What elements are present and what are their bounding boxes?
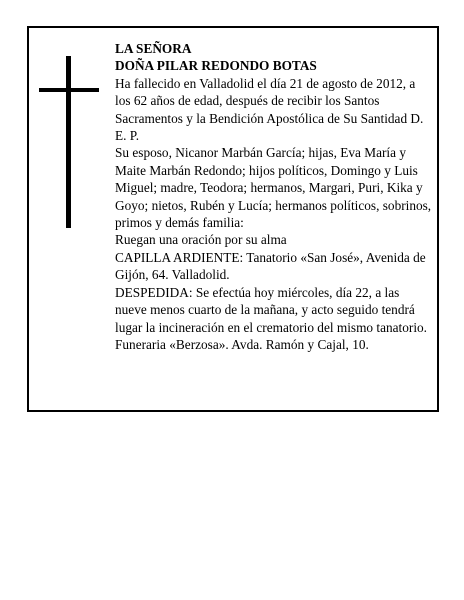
cross-horizontal-bar <box>39 88 99 92</box>
deceased-name: DOÑA PILAR REDONDO BOTAS <box>115 58 317 74</box>
obituary-notice <box>27 26 439 412</box>
funeral-home: Funeraria «Berzosa». Avda. Ramón y Cajal, 10. <box>115 336 369 352</box>
prayer-request: Ruegan una oración por su alma <box>115 232 287 248</box>
notice-text <box>115 40 433 353</box>
chapel-info: CAPILLA ARDIENTE: Tanatorio «San José», Avenida de Gijón, 64. Valladolid. <box>115 249 426 283</box>
cross-vertical-bar <box>66 56 71 228</box>
family-list: Su esposo, Nicanor Marbán García; hijas, Eva María y Maite Marbán Redondo; hijos políticos, Domingo y Luis Miguel; madre, Teodora; hermanos, Margari, Puri, Kika y Goyo; nietos, Rubén y Lucía; hermanos políticos, sobrinos, primos y demás familia: <box>115 145 432 231</box>
death-announcement: Ha fallecido en Valladolid el día 21 de agosto de 2012, a los 62 años de edad, después de recibir los Santos Sacramentos y la Bendición Apostólica de Su Santidad D. E. P. <box>115 75 424 144</box>
cross-icon <box>39 56 99 228</box>
notice-title: LA SEÑORA <box>115 41 192 56</box>
farewell-info: DESPEDIDA: Se efectúa hoy miércoles, día 22, a las nueve menos cuarto de la mañana, y acto seguido tendrá lugar la incineración en el crematorio del mismo tanatorio. <box>115 284 427 335</box>
